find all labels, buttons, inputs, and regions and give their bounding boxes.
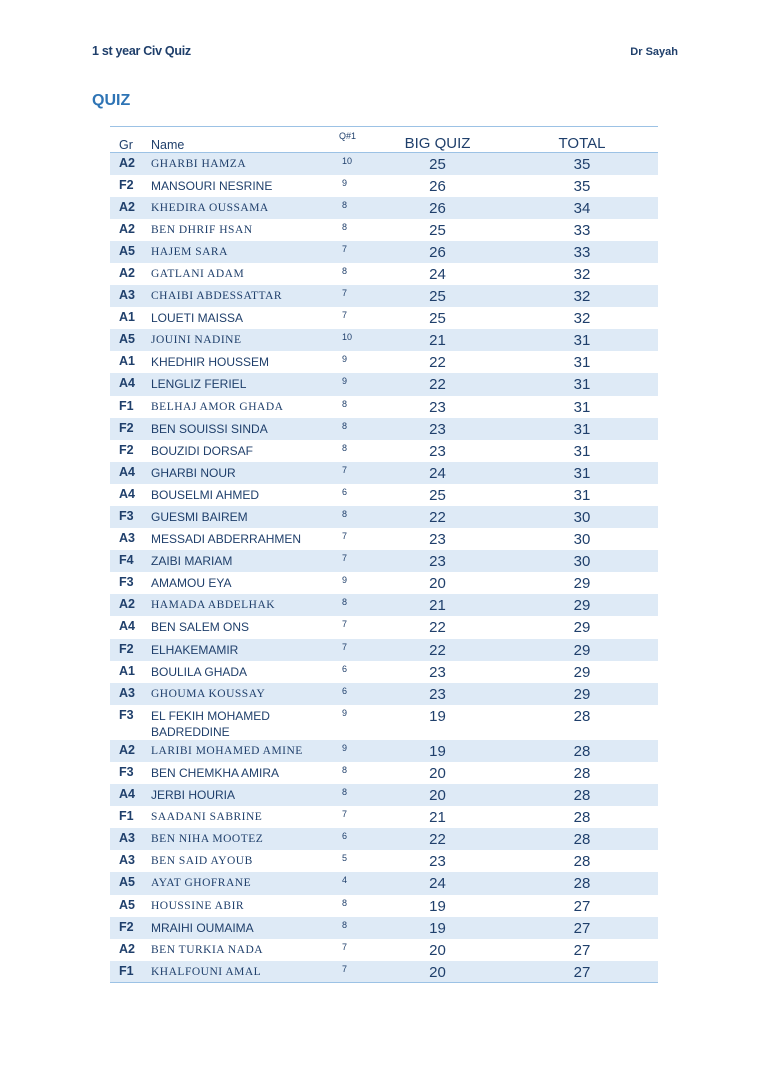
cell-quiz1: 8: [342, 398, 348, 409]
cell-big-quiz: 23: [429, 420, 446, 438]
cell-group: A3: [119, 531, 135, 546]
cell-total: 28: [573, 809, 591, 827]
header-row: [110, 127, 658, 153]
table-row: [110, 806, 658, 828]
table-row: [110, 396, 658, 418]
cell-name: BOUSELMI AHMED: [151, 487, 260, 502]
cell-group: A5: [119, 243, 135, 258]
cell-big-quiz: 20: [429, 575, 446, 593]
cell-quiz1: 8: [342, 897, 348, 908]
cell-group: F3: [119, 575, 134, 590]
cell-big-quiz: 24: [429, 875, 446, 893]
table-row: [110, 418, 658, 440]
cell-quiz1: 7: [342, 243, 348, 254]
cell-name: BELHAJ AMOR GHADA: [151, 400, 284, 413]
cell-big-quiz: 25: [429, 310, 446, 328]
cell-total: 29: [573, 663, 591, 681]
cell-total: 34: [573, 199, 591, 217]
cell-quiz1: 6: [342, 685, 348, 696]
table-row: [110, 440, 658, 462]
table-row: [110, 828, 658, 850]
cell-group: A5: [119, 332, 135, 347]
cell-total: 28: [573, 764, 591, 782]
cell-name: MANSOURI NESRINE: [151, 178, 273, 193]
table-row: [110, 594, 658, 616]
cell-big-quiz: 19: [429, 897, 446, 915]
cell-quiz1: 9: [342, 177, 348, 188]
cell-total: 31: [573, 420, 591, 438]
column-header-big-quiz: BIG QUIZ: [404, 135, 471, 152]
cell-name: BEN SOUISSI SINDA: [151, 421, 268, 436]
cell-name: BEN NIHA MOOTEZ: [151, 833, 264, 846]
cell-total: 33: [573, 243, 591, 261]
cell-total: 35: [573, 177, 591, 195]
cell-total: 29: [573, 575, 591, 593]
cell-quiz1: 7: [342, 641, 348, 652]
table-row: [110, 263, 658, 285]
cell-name: LARIBI MOHAMED AMINE: [151, 744, 303, 757]
cell-group: A1: [119, 354, 135, 369]
cell-quiz1: 9: [342, 707, 348, 718]
cell-group: A5: [119, 897, 135, 912]
cell-total: 30: [573, 531, 591, 549]
cell-quiz1: 9: [342, 376, 348, 387]
cell-quiz1: 7: [342, 464, 348, 475]
cell-group: F3: [119, 509, 134, 523]
table-row: [110, 939, 658, 961]
cell-total: 31: [573, 332, 591, 350]
cell-group: A4: [119, 376, 135, 391]
cell-group: F2: [119, 919, 134, 934]
cell-total: 27: [573, 897, 591, 915]
table-row: [110, 961, 658, 983]
cell-big-quiz: 25: [429, 486, 446, 504]
cell-big-quiz: 26: [429, 199, 446, 217]
cell-name: HAJEM SARA: [151, 245, 228, 258]
cell-quiz1: 8: [342, 509, 348, 519]
table-row: [110, 197, 658, 219]
cell-name: HAMADA ABDELHAK: [151, 599, 276, 612]
cell-group: A4: [119, 787, 135, 802]
table-row: [110, 784, 658, 806]
cell-quiz1: 8: [342, 420, 348, 431]
cell-total: 32: [573, 265, 591, 283]
cell-group: A2: [119, 597, 135, 612]
cell-group: A4: [119, 619, 135, 634]
cell-name: HOUSSINE ABIR: [151, 899, 245, 912]
cell-total: 31: [573, 486, 591, 504]
cell-big-quiz: 20: [429, 941, 446, 959]
cell-total: 30: [573, 553, 591, 571]
cell-quiz1: 6: [342, 663, 348, 674]
cell-quiz1: 5: [342, 853, 348, 864]
cell-big-quiz: 22: [429, 376, 446, 394]
cell-big-quiz: 24: [429, 464, 446, 482]
table-row: [110, 850, 658, 872]
table-row: [110, 285, 658, 307]
cell-quiz1: 8: [342, 199, 348, 210]
cell-big-quiz: 26: [429, 243, 446, 261]
cell-quiz1: 9: [342, 354, 348, 365]
cell-big-quiz: 22: [429, 831, 446, 849]
cell-total: 28: [573, 853, 591, 871]
table-row: [110, 740, 658, 762]
cell-big-quiz: 20: [429, 787, 446, 805]
cell-total: 29: [573, 597, 591, 615]
cell-total: 27: [573, 963, 591, 981]
cell-group: F3: [119, 764, 134, 779]
cell-name: AYAT GHOFRANE: [151, 877, 252, 890]
cell-name: GATLANI ADAM: [151, 267, 245, 280]
cell-group: A2: [119, 941, 135, 956]
cell-total: 33: [573, 221, 591, 239]
cell-big-quiz: 19: [429, 919, 446, 937]
column-header-total: TOTAL: [558, 135, 606, 152]
cell-quiz1: 7: [342, 809, 348, 820]
table-row: [110, 175, 658, 197]
cell-name: ELHAKEMAMIR: [151, 642, 239, 657]
cell-total: 31: [573, 442, 591, 460]
cell-group: A2: [119, 742, 135, 757]
cell-big-quiz: 22: [429, 641, 446, 659]
cell-big-quiz: 22: [429, 619, 446, 637]
cell-total: 28: [573, 787, 591, 805]
cell-big-quiz: 23: [429, 398, 446, 416]
document-header-title: 1 st year Civ Quiz: [92, 44, 191, 58]
cell-name: GHOUMA KOUSSAY: [151, 687, 266, 700]
cell-big-quiz: 21: [429, 809, 446, 827]
cell-group: A4: [119, 464, 135, 479]
cell-total: 31: [573, 398, 591, 416]
cell-quiz1: 8: [342, 764, 348, 775]
cell-big-quiz: 25: [429, 288, 446, 306]
cell-quiz1: 8: [342, 442, 348, 453]
table-row: [110, 307, 658, 329]
cell-quiz1: 4: [342, 875, 348, 886]
cell-name: GHARBI HAMZA: [151, 158, 247, 170]
cell-big-quiz: 21: [429, 332, 446, 350]
cell-quiz1: 6: [342, 831, 348, 842]
cell-quiz1: 7: [342, 963, 348, 974]
table-row: [110, 528, 658, 550]
cell-total: 29: [573, 641, 591, 659]
cell-big-quiz: 19: [429, 707, 446, 725]
cell-group: F1: [119, 809, 134, 824]
table-row: [110, 572, 658, 594]
cell-total: 28: [573, 875, 591, 893]
cell-name: KHEDIRA OUSSAMA: [151, 201, 269, 214]
cell-name: MRAIHI OUMAIMA: [151, 920, 254, 935]
cell-group: A4: [119, 486, 135, 501]
cell-name: LENGLIZ FERIEL: [151, 377, 247, 392]
table-row: [110, 705, 658, 740]
grades-table-header: [110, 127, 658, 153]
table-row: [110, 683, 658, 705]
cell-quiz1: 7: [342, 288, 348, 299]
cell-name: MESSADI ABDERRAHMEN: [151, 532, 302, 547]
cell-group: F3: [119, 707, 134, 722]
cell-name: GUESMI BAIREM: [151, 510, 248, 524]
cell-total: 27: [573, 941, 591, 959]
cell-group: A3: [119, 831, 135, 846]
cell-quiz1: 10: [342, 156, 353, 166]
cell-name: CHAIBI ABDESSATTAR: [151, 290, 283, 303]
column-header-group: Gr: [119, 138, 133, 152]
cell-name: BOULILA GHADA: [151, 664, 248, 679]
cell-big-quiz: 23: [429, 853, 446, 871]
cell-total: 30: [573, 509, 591, 526]
cell-quiz1: 8: [342, 265, 348, 276]
cell-quiz1: 9: [342, 575, 348, 586]
column-header-quiz1: Q#1: [339, 131, 357, 141]
cell-big-quiz: 22: [429, 354, 446, 372]
cell-group: A2: [119, 199, 135, 214]
cell-quiz1: 8: [342, 597, 348, 608]
cell-name: ZAIBI MARIAM: [151, 554, 233, 569]
cell-big-quiz: 23: [429, 553, 446, 571]
cell-total: 28: [573, 742, 591, 760]
cell-big-quiz: 23: [429, 442, 446, 460]
cell-quiz1: 8: [342, 919, 348, 930]
cell-big-quiz: 23: [429, 685, 446, 703]
cell-big-quiz: 19: [429, 742, 446, 760]
cell-group: F1: [119, 398, 134, 413]
cell-total: 28: [573, 707, 591, 725]
cell-quiz1: 7: [342, 553, 348, 564]
cell-name: KHALFOUNI AMAL: [151, 965, 262, 978]
cell-group: A2: [119, 156, 135, 170]
cell-name: KHEDHIR HOUSSEM: [151, 355, 270, 370]
cell-name: LOUETI MAISSA: [151, 311, 244, 326]
cell-total: 32: [573, 310, 591, 328]
cell-quiz1: 7: [342, 619, 348, 630]
cell-name: BEN CHEMKHA AMIRA: [151, 765, 280, 780]
cell-name: SAADANI SABRINE: [151, 811, 263, 824]
cell-name: BEN DHRIF HSAN: [151, 223, 253, 236]
table-row: [110, 639, 658, 661]
cell-quiz1: 6: [342, 486, 348, 497]
table-row: [110, 762, 658, 784]
cell-group: A2: [119, 265, 135, 280]
cell-quiz1: 8: [342, 221, 348, 232]
cell-group: F2: [119, 442, 134, 457]
column-header-name: Name: [151, 138, 185, 152]
cell-group: F2: [119, 420, 134, 435]
cell-name: BEN SALEM ONS: [151, 620, 250, 635]
cell-name: BEN TURKIA NADA: [151, 943, 264, 956]
cell-quiz1: 7: [342, 310, 348, 321]
cell-big-quiz: 21: [429, 597, 446, 615]
cell-group: F2: [119, 177, 134, 192]
cell-quiz1: 9: [342, 742, 348, 753]
table-row: [110, 241, 658, 263]
table-row: [110, 462, 658, 484]
table-row: [110, 153, 658, 175]
cell-group: F4: [119, 553, 134, 568]
document-header-author: Dr Sayah: [630, 46, 678, 58]
table-row: [110, 373, 658, 395]
cell-big-quiz: 25: [429, 156, 446, 173]
cell-quiz1: 7: [342, 941, 348, 952]
cell-group: F2: [119, 641, 134, 656]
table-row: [110, 661, 658, 683]
cell-group: A3: [119, 288, 135, 303]
cell-total: 29: [573, 685, 591, 703]
table-row: [110, 219, 658, 241]
cell-total: 29: [573, 619, 591, 637]
cell-big-quiz: 24: [429, 265, 446, 283]
cell-name: AMAMOU EYA: [151, 576, 232, 591]
cell-total: 31: [573, 376, 591, 394]
cell-big-quiz: 20: [429, 764, 446, 782]
cell-group: A1: [119, 663, 135, 678]
cell-quiz1: 10: [342, 332, 353, 343]
table-row: [110, 484, 658, 506]
cell-name: JERBI HOURIA: [151, 788, 236, 803]
cell-group: A5: [119, 875, 135, 890]
cell-quiz1: 7: [342, 531, 348, 542]
cell-total: 31: [573, 354, 591, 372]
table-row: [110, 351, 658, 373]
page-title: QUIZ: [92, 92, 131, 109]
cell-big-quiz: 25: [429, 221, 446, 239]
table-row: [110, 550, 658, 572]
cell-name: JOUINI NADINE: [151, 334, 242, 347]
cell-big-quiz: 20: [429, 963, 446, 981]
cell-big-quiz: 23: [429, 663, 446, 681]
table-row: [110, 917, 658, 939]
grades-table: [110, 126, 658, 983]
cell-quiz1: 8: [342, 787, 348, 798]
cell-total: 31: [573, 464, 591, 482]
cell-name: BOUZIDI DORSAF: [151, 443, 254, 458]
grades-table-body: [110, 153, 658, 983]
cell-name: BEN SAID AYOUB: [151, 855, 253, 868]
table-row: [110, 895, 658, 917]
cell-group: A3: [119, 685, 135, 700]
cell-big-quiz: 22: [429, 509, 446, 526]
cell-total: 32: [573, 288, 591, 306]
cell-big-quiz: 26: [429, 177, 446, 195]
cell-name: GHARBI NOUR: [151, 465, 236, 480]
table-row: [110, 872, 658, 894]
cell-group: A3: [119, 853, 135, 868]
cell-total: 28: [573, 831, 591, 849]
cell-total: 35: [573, 156, 591, 173]
cell-name: EL FEKIH MOHAMED BADREDDINE: [151, 708, 270, 739]
cell-big-quiz: 23: [429, 531, 446, 549]
cell-group: A2: [119, 221, 135, 236]
table-row: [110, 329, 658, 351]
cell-total: 27: [573, 919, 591, 937]
cell-group: F1: [119, 963, 134, 978]
table-row: [110, 616, 658, 638]
table-row: [110, 506, 658, 528]
cell-group: A1: [119, 310, 135, 325]
